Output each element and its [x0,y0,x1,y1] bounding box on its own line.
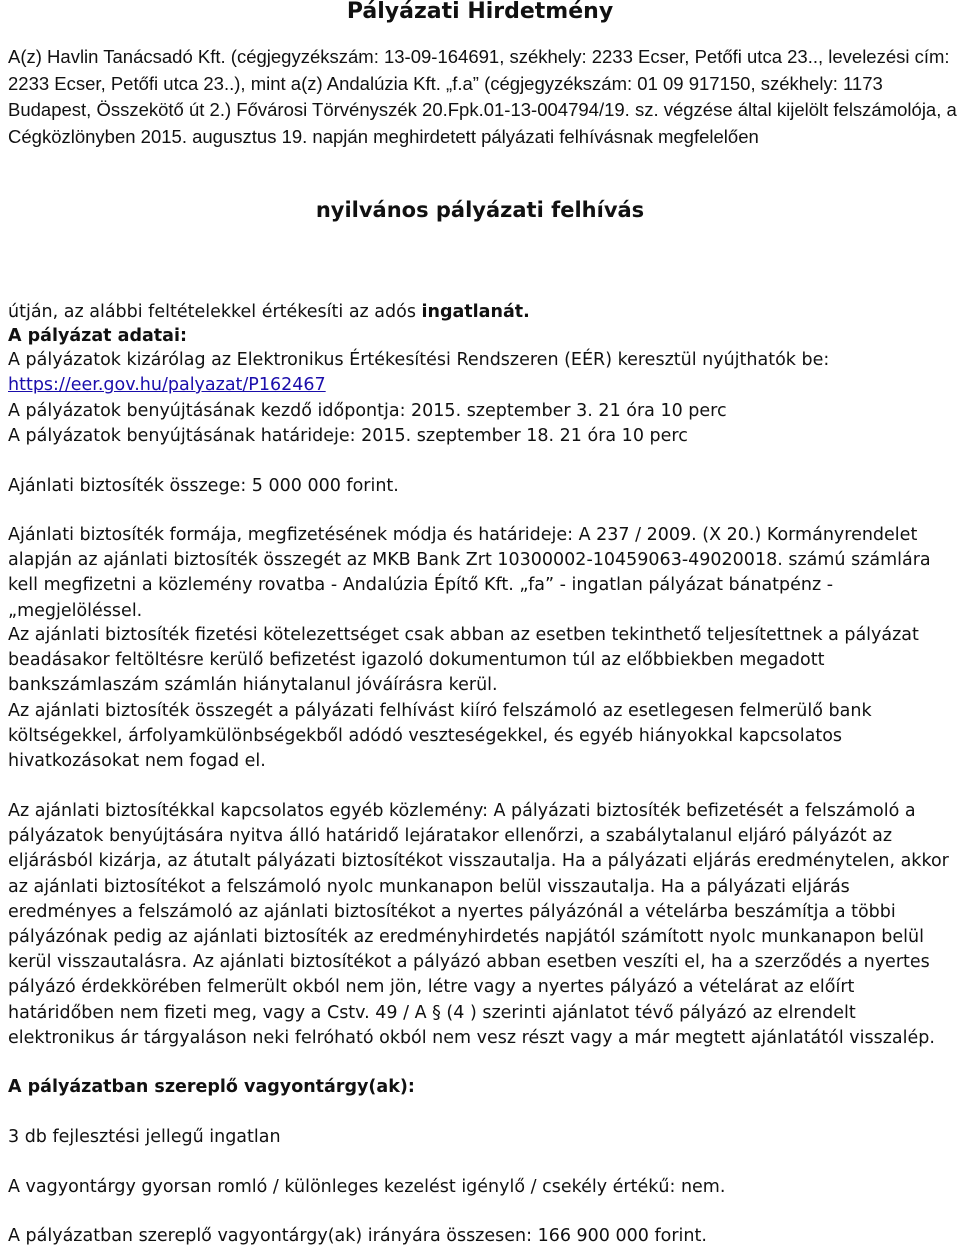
assets-heading: A pályázatban szereplő vagyontárgy(ak): [8,1077,415,1097]
offer-line-text: útján, az alábbi feltételekkel értékesíti az adós [8,302,422,322]
document-title: Pályázati Hirdetmény [346,0,614,24]
deposit-costs-paragraph: Az ajánlati biztosíték összegét a pályázati felhívást kiíró felszámoló az esetlegesen felmerülő bank költségekkel, árfolyamkülönbségekből adódó veszteségekkel, és egyéb hiányokkal kapcsolatos hivatkozásokat nem fogad el. [8,701,872,772]
offer-line-bold: ingatlanát. [421,302,530,322]
call-heading: nyilvános pályázati felhívás [315,198,645,222]
total-price-line: A pályázatban szereplő vagyontárgy(ak) irányára összesen: 166 900 000 forint. [8,1226,707,1246]
submission-line: A pályázatok kizárólag az Elektronikus Értékesítési Rendszeren (EÉR) keresztül nyújthatók be: [8,350,830,370]
submission-link-line [8,373,958,398]
data-heading: A pályázat adatai: [8,326,187,346]
offer-line [8,300,958,325]
submission-link[interactable]: https://eer.gov.hu/palyazat/P162467 [8,375,326,395]
deposit-amount-line: Ajánlati biztosíték összege: 5 000 000 forint. [8,476,399,496]
perishable-line: A vagyontárgy gyorsan romló / különleges kezelést igénylő / csekély értékű: nem. [8,1177,726,1197]
deposit-form-paragraph: Ajánlati biztosíték formája, megfizetésének módja és határideje: A 237 / 2009. (X 20.) Kormányrendelet alapján az ajánlati biztosíték összegét az MKB Bank Zrt 10300002-10459063-49020018. számú számlára kell megfizetni a közlemény rovatba - Andalúzia Építő Kft. „fa” - ingatlan pályázat bánatpénz - „megjelöléssel. [8,525,931,621]
intro-paragraph: A(z) Havlin Tanácsadó Kft. (cégjegyzékszám: 13-09-164691, székhely: 2233 Ecser, Petőfi utca 23.., levelezési cím: 2233 Ecser, Petőfi utca 23..), mint a(z) Andalúzia Kft. „f.a” (cégjegyzékszám: 01 09 917150, székhely: 1173 Budapest, Összekötő út 2.) Fővárosi Törvényszék 20.Fpk.01-13-004794/19. sz. végzése által kijelölt felszámolója, a Cégközlönyben 2015. augusztus 19. napján meghirdetett pályázati felhívásnak megfelelően [8,46,957,147]
other-notice-paragraph: Az ajánlati biztosítékkal kapcsolatos egyéb közlemény: A pályázati biztosíték befizetését a felszámoló a pályázatok benyújtására nyitva álló határidő lejáratakor ellenőrzi, a szabálytalanul eljáró pályázót az eljárásból kizárja, az átutalt pályázati biztosítékot visszautalja. Ha a pályázati eljárás eredménytelen, akkor az ajánlati biztosítékot a felszámoló nyolc munkanapon belül visszautalja. Ha a pályázati eljárás eredményes a felszámoló az ajánlati biztosítékot a nyertes pályázónál a vételárba beszámítja a többi pályázónak pedig az ajánlati biztosíték az eredményhirdetés napjától számított nyolc munkanapon belül kerül visszautalásra. Az ajánlati biztosítékot a pályázó abban esetben veszíti el, ha a szerződés a nyertes pályázó érdekkörében felmerült okból nem jön, létre vagy a nyertes pályázó a vételárat az előírt határidőben nem fizeti meg, vagy a Cstv. 49 / A § (4 ) szerinti ajánlatot tévő pályázó az elrendelt elektronikus ár tárgyaláson neki felróható okból nem vesz részt vagy a már megtett ajánlatától visszalép. [8,801,949,1048]
deposit-fulfilled-paragraph: Az ajánlati biztosíték fizetési kötelezettséget csak abban az esetben tekinthető teljesítettnek a pályázat beadásakor feltöltésre kerülő befizetést igazoló dokumentumon túl az előbbiekben megadott bankszámlaszám számlán hiánytalanul jóváírásra kerül. [8,625,919,696]
start-date-line: A pályázatok benyújtásának kezdő időpontja: 2015. szeptember 3. 21 óra 10 perc [8,401,727,421]
assets-item: 3 db fejlesztési jellegű ingatlan [8,1127,281,1147]
deadline-line: A pályázatok benyújtásának határideje: 2015. szeptember 18. 21 óra 10 perc [8,426,688,446]
